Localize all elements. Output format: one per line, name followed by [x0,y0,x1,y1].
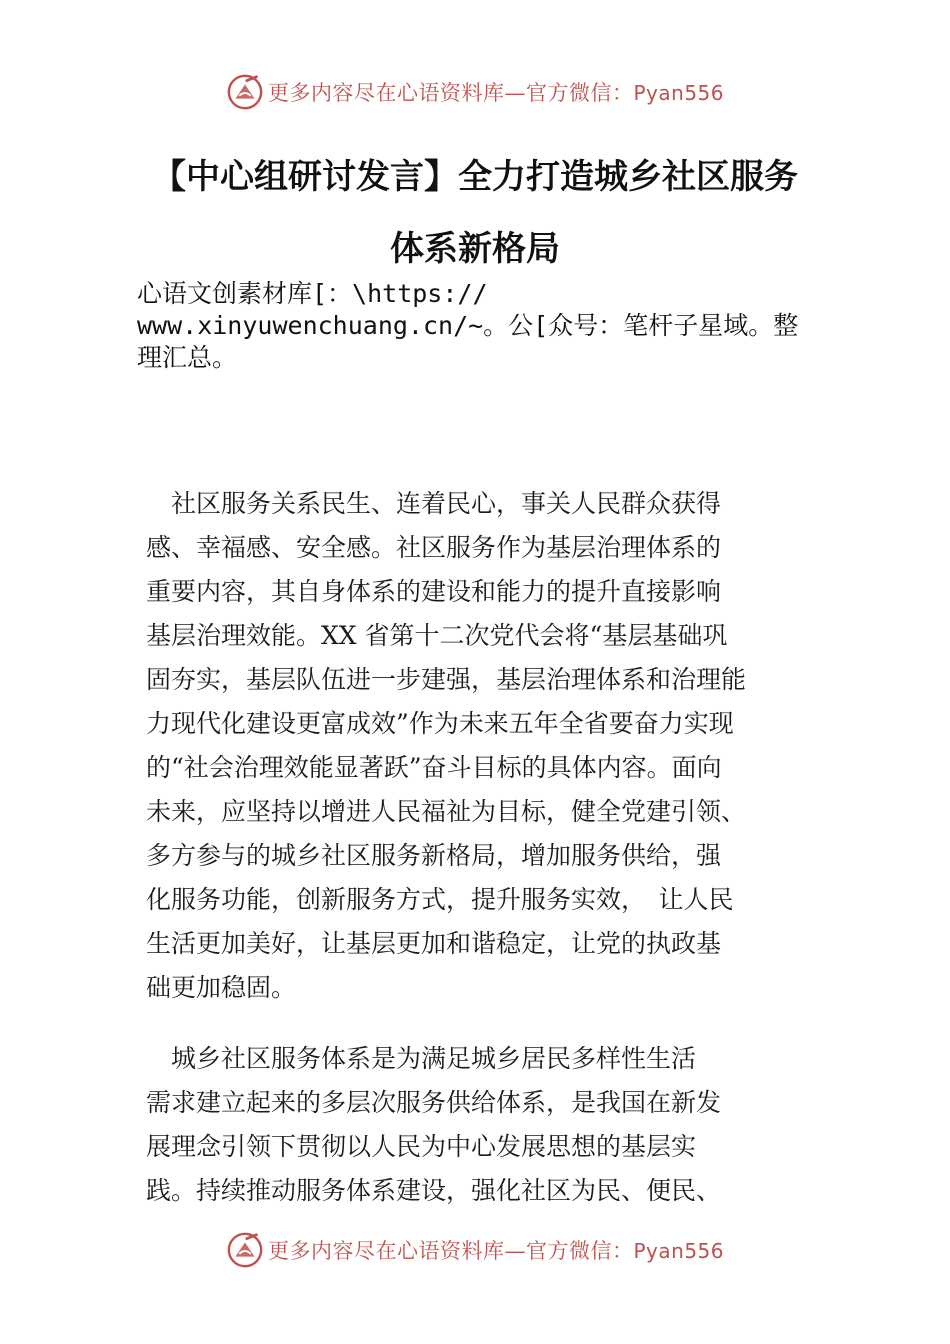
banner-promo-text: 更多内容尽在心语资料库—官方微信： [267,81,634,105]
logo-icon [226,1231,264,1269]
source-note [137,278,837,374]
paragraph-line: 基层治理效能。XX 省第十二次党代会将“基层基础巩 [146,621,728,650]
banner-text [268,1235,724,1265]
paragraph-line: 生活更加美好，让基层更加和谐稳定，让党的执政基 [146,929,722,958]
paragraph-line: 践。持续推动服务体系建设，强化社区为民、便民、 [146,1176,722,1205]
document-title-line-1: 【中心组研讨发言】全力打造城乡社区服务 [152,157,798,197]
source-line: 心语文创素材库[：\https:// [137,279,488,308]
paragraph-line: 化服务功能，创新服务方式，提升服务实效， 让人民 [146,885,734,914]
header-banner [0,72,950,112]
paragraph-line: 需求建立起来的多层次服务供给体系，是我国在新发 [146,1088,722,1117]
paragraph-line: 未来，应坚持以增进人民福祉为目标，健全党建引领、 [146,797,747,826]
paragraph-line: 的“社会治理效能显著跃”奋斗目标的具体内容。面向 [146,753,722,782]
paragraph-line: 城乡社区服务体系是为满足城乡居民多样性生活 [146,1044,697,1073]
paragraph-line: 社区服务关系民生、连着民心，事关人民群众获得 [146,489,722,518]
banner-text [268,77,724,107]
paragraph-line: 力现代化建设更富成效”作为未来五年全省要奋力实现 [146,709,734,738]
body-paragraph-1 [146,482,836,1010]
paragraph-line: 重要内容，其自身体系的建设和能力的提升直接影响 [146,577,722,606]
paragraph-line: 固夯实，基层队伍进一步建强，基层治理体系和治理能 [146,665,747,694]
footer-banner [0,1230,950,1270]
paragraph-line: 感、幸福感、安全感。社区服务作为基层治理体系的 [146,533,722,562]
paragraph-line: 础更加稳固。 [146,973,297,1002]
banner-wechat-id: Pyan556 [633,1239,724,1263]
body-paragraph-2 [146,1037,836,1213]
paragraph-line: 展理念引领下贯彻以人民为中心发展思想的基层实 [146,1132,697,1161]
banner-promo-text: 更多内容尽在心语资料库—官方微信： [267,1239,634,1263]
source-line: 理汇总。 [137,343,238,372]
document-title-line-2: 体系新格局 [390,229,560,269]
banner-wechat-id: Pyan556 [633,81,724,105]
logo-icon [226,73,264,111]
source-line: www.xinyuwenchuang.cn/~。公[众号：笔杆子星域。整 [137,311,799,340]
paragraph-line: 多方参与的城乡社区服务新格局，增加服务供给，强 [146,841,722,870]
